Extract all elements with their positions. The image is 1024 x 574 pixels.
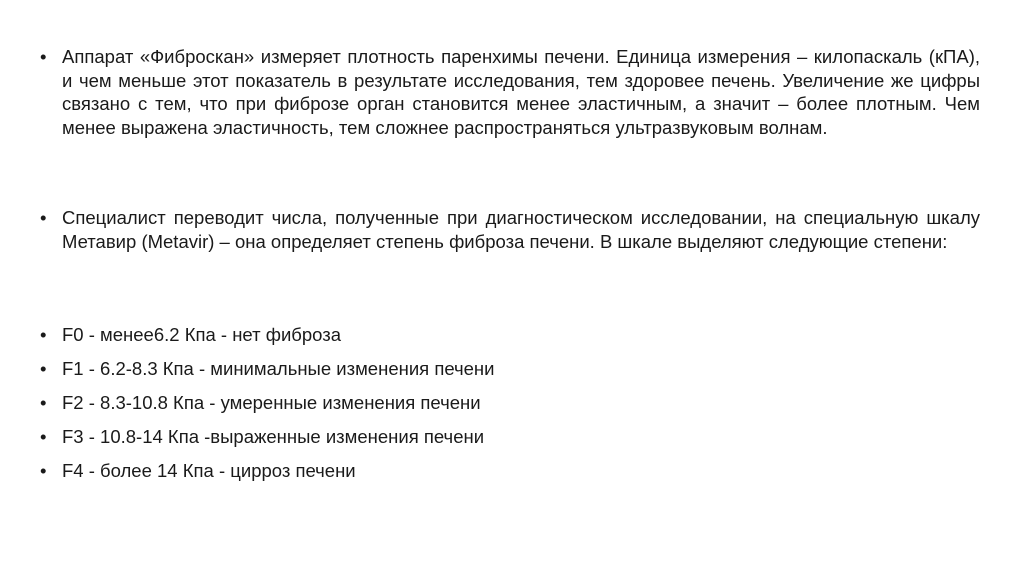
list-item xyxy=(40,454,494,488)
bullet-dot: • xyxy=(40,460,47,481)
grade-text: F0 - менее6.2 Кпа - нет фиброза xyxy=(62,324,342,345)
bullet-dot: • xyxy=(40,392,47,413)
list-item xyxy=(40,352,494,386)
grade-text: F1 - 6.2-8.3 Кпа - минимальные изменения печени xyxy=(62,358,495,379)
paragraph-metavir xyxy=(40,206,980,253)
grade-text: F4 - более 14 Кпа - цирроз печени xyxy=(62,460,356,481)
bullet-dot: • xyxy=(40,324,47,345)
bullet-dot: • xyxy=(40,207,47,228)
bullet-dot: • xyxy=(40,426,47,447)
paragraph-text: Специалист переводит числа, полученные при диагностическом исследовании, на специальную шкалу Метавир (Metavir) – она определяет степень фиброза печени. В шкале выделяют следующие степени: xyxy=(62,207,980,252)
grade-text: F2 - 8.3-10.8 Кпа - умеренные изменения печени xyxy=(62,392,481,413)
paragraph-fibroscan xyxy=(40,45,980,139)
list-item xyxy=(40,318,494,352)
list-item xyxy=(40,420,494,454)
bullet-dot: • xyxy=(40,46,47,67)
grade-text: F3 - 10.8-14 Кпа -выраженные изменения печени xyxy=(62,426,485,447)
metavir-grade-list xyxy=(40,318,494,488)
bullet-dot: • xyxy=(40,358,47,379)
paragraph-text: Аппарат «Фиброскан» измеряет плотность паренхимы печени. Единица измерения – килопаскаль (кПА), и чем меньше этот показатель в результате исследования, тем здоровее печень. Увеличение же цифры связано с тем, что при фиброзе орган становится менее эластичным, а значит – более плотным. Чем менее выражена эластичность, тем сложнее распространяться ультразвуковым волнам. xyxy=(62,46,980,138)
list-item xyxy=(40,386,494,420)
